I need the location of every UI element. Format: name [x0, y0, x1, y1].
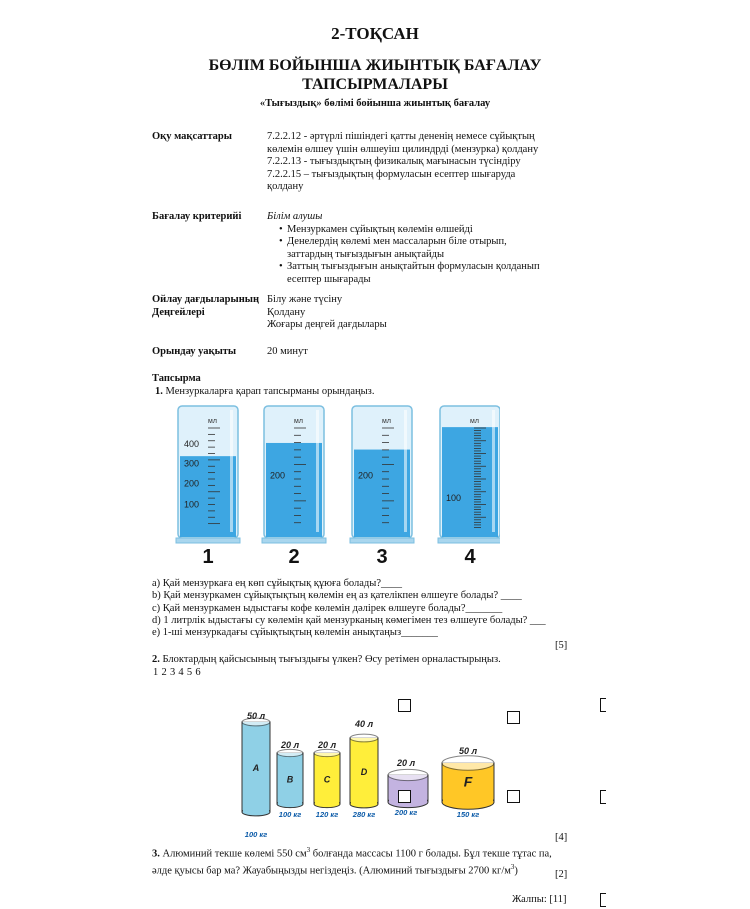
level-item: Қолдану [267, 306, 306, 318]
page-title-line1: БӨЛІМ БОЙЫНША ЖИЫНТЫҚ БАҒАЛАУ [208, 57, 542, 74]
q2-score: [4] [555, 832, 568, 843]
level-item: Білу және түсіну [267, 294, 343, 305]
beaker-number: 3 [376, 546, 388, 568]
goals-list [267, 131, 567, 194]
block-letter: C [323, 774, 331, 785]
q1-parts [152, 578, 572, 639]
beaker-unit: мл [382, 418, 391, 425]
block-mass: 100 кг [244, 830, 268, 839]
block-letter: D [360, 767, 368, 777]
beaker-scale-label: 200 [358, 470, 374, 481]
q1-title [155, 386, 374, 398]
criteria-item: • Денелердің көлемі мен массаларын біле отырып, заттардың тығыздығын анықтайды [267, 236, 529, 261]
q3-text [152, 844, 572, 877]
q3-line1 [152, 844, 572, 861]
beaker-1 [176, 406, 240, 568]
beaker-base [176, 538, 240, 543]
q3-line2-a: әлде қуысы бар ма? Жауабыңызды негіздеңіз. (Алюминий тығыздығы 2700 кг/м [152, 865, 511, 876]
blocks-figure [228, 700, 510, 842]
beaker-highlight [404, 410, 407, 532]
beaker-highlight [230, 410, 233, 532]
beaker-number: 1 [202, 546, 214, 568]
q1-score: [5] [555, 640, 568, 651]
goals-label: Оқу мақсаттары [152, 131, 232, 142]
beaker-scale-label: 200 [270, 470, 286, 481]
beaker-base [438, 538, 500, 543]
goal-line: 7.2.2.12 - әртүрлі пішіндегі қатты дененің немесе сұйықтың [267, 131, 535, 142]
block-A [242, 711, 270, 839]
block-mass: 120 кг [315, 810, 339, 819]
goal-line: 7.2.2.15 – тығыздықтың формуласын есептер шығаруда [267, 168, 516, 180]
beaker-unit: мл [294, 418, 303, 425]
q2-title [152, 654, 501, 666]
answer-checkbox[interactable] [507, 790, 520, 803]
block-top [388, 769, 428, 780]
criteria-item: • Заттың тығыздығын анықтайтын формуласын қолданып есептер шығарады [267, 261, 557, 286]
block-mass: 150 кг [456, 810, 480, 819]
q3-text-b: болғанда массасы 1100 г болады. Бұл текше тұтас па, [310, 848, 552, 860]
q1-text: Мензуркаларға қарап тапсырманы орындаңыз. [165, 386, 375, 397]
q3-number: 3. [152, 848, 160, 860]
beaker-scale-label: 300 [184, 458, 200, 469]
q3-score: [2] [555, 869, 568, 880]
goal-line: қолдану [267, 181, 304, 193]
answer-box-edge[interactable] [600, 893, 606, 907]
block-top [442, 756, 494, 771]
q2-order: 1 2 3 4 5 6 [153, 667, 201, 678]
block-letter: F [463, 773, 473, 790]
answer-checkbox[interactable] [507, 711, 520, 724]
answer-checkbox[interactable] [398, 699, 411, 712]
beaker-base [350, 538, 414, 543]
beaker-3 [350, 406, 414, 568]
answer-checkbox[interactable] [398, 790, 411, 803]
beaker-scale-label: 200 [184, 478, 200, 489]
q2-number: 2. [152, 654, 160, 665]
beaker-4 [438, 406, 500, 568]
goal-line: 7.2.2.13 - тығыздықтың физикалық мағынасын түсіндіру [267, 156, 521, 168]
page-title-line2: ТАПСЫРМАЛАРЫ [302, 76, 448, 93]
page-title [0, 56, 750, 94]
beaker-scale-label: 400 [184, 438, 200, 449]
answer-box-edge[interactable] [600, 698, 606, 712]
levels-list [267, 294, 387, 332]
beaker-number: 4 [464, 546, 476, 568]
goal-line: көлемін өлшеу үшін өлшеуіш цилиндрді (мензурка) қолдану [267, 143, 539, 155]
block-mass: 100 кг [278, 810, 302, 819]
block-top [350, 734, 378, 742]
q1-part-c: c) Қай мензуркамен ыдыстағы кофе көлемін дәлірек өлшеуге болады?_______ [152, 602, 503, 614]
time-label: Орындау уақыты [152, 346, 237, 357]
block-volume: 50 л [458, 746, 478, 756]
block-B [277, 740, 303, 819]
q1-part-e: e) 1-ші мензуркадағы сұйықтықтың көлемін анықтаңыз_______ [152, 627, 438, 639]
beaker-scale-label: 100 [446, 493, 462, 504]
block-mass: 280 кг [352, 810, 376, 819]
time-value: 20 минут [267, 346, 308, 357]
quarter-title: 2-ТОҚСАН [331, 24, 419, 43]
beaker-highlight [492, 410, 495, 532]
q3-line2 [152, 861, 572, 878]
criteria-list [267, 224, 567, 287]
block-mass: 200 кг [394, 808, 418, 817]
q3-sup1: 3 [306, 846, 311, 854]
q1-part-d: d) 1 литрлік ыдыстағы су көлемін қай мензурканың көмегімен тез өлшеуге болады? ___ [152, 614, 546, 626]
block-D [350, 719, 378, 819]
q1-part-a: a) Қай мензуркаға ең көп сұйықтық құюға болады?____ [152, 578, 402, 589]
total-score: Жалпы: [11] [512, 894, 567, 905]
criteria-label: Бағалау критерийі [152, 211, 242, 222]
block-letter: A [252, 763, 260, 773]
beaker-unit: мл [470, 418, 479, 425]
q2-text: Блоктардың қайсысының тығыздығы үлкен? Өсу ретімен орналастырыңыз. [162, 654, 501, 665]
beaker-2 [262, 406, 326, 568]
block-volume: 20 л [280, 740, 300, 750]
beaker-scale-label: 100 [184, 499, 200, 510]
beaker-base [262, 538, 326, 543]
q3-text-a: Алюминий текше көлемі 550 см [162, 848, 307, 860]
criteria-head: Білім алушы [267, 211, 323, 222]
block-volume: 20 л [396, 758, 416, 768]
beaker-highlight [316, 410, 319, 532]
block-F [442, 746, 494, 819]
criteria-item: • Мензуркамен сұйықтың көлемін өлшейді [267, 224, 567, 237]
beakers-figure [160, 400, 500, 568]
block-volume: 40 л [354, 719, 374, 729]
levels-label-line1: Ойлау дағдыларының [152, 294, 260, 305]
levels-label [152, 294, 259, 319]
q1-part-b: b) Қай мензуркамен сұйықтықтың көлемін ең аз қателікпен өлшеуге болады? ____ [152, 590, 522, 602]
block-volume: 20 л [317, 740, 337, 750]
q3-line2-b: ) [514, 865, 518, 876]
beaker-water [442, 427, 498, 537]
answer-box-edge[interactable] [600, 790, 606, 804]
criteria-block [267, 211, 567, 287]
beaker-number: 2 [288, 546, 300, 568]
beaker-unit: мл [208, 418, 217, 425]
block-letter: B [286, 774, 294, 785]
levels-label-line2: Деңгейлері [152, 306, 205, 318]
block-top [314, 749, 340, 756]
block-E [388, 758, 428, 817]
level-item: Жоғары деңгей дағдылары [267, 319, 387, 331]
q3-sup2: 3 [510, 862, 515, 871]
q1-number: 1. [155, 386, 163, 397]
task-heading: Тапсырма [152, 373, 201, 384]
block-C [314, 740, 340, 819]
page-subtitle: «Тығыздық» бөлімі бойынша жиынтық бағалау [259, 98, 491, 109]
block-top [277, 749, 303, 756]
block-volume: 50 л [246, 711, 266, 721]
